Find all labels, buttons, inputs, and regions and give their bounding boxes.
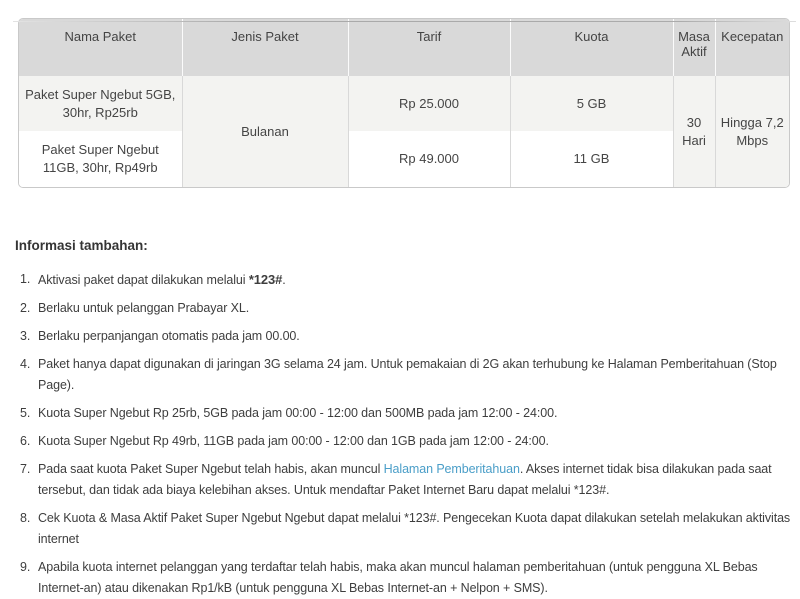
bold-text: *123# — [248, 272, 283, 287]
package-table — [19, 19, 789, 187]
halaman-pemberitahuan-link[interactable]: Halaman Pemberitahuan — [383, 462, 520, 476]
info-list-item — [20, 269, 795, 291]
cell-kuota-2: 11 GB — [510, 131, 673, 187]
cell-jenis-paket: Bulanan — [182, 76, 348, 187]
info-item-number: 3. — [20, 329, 31, 343]
table-row — [19, 76, 789, 131]
info-item-number: 4. — [20, 357, 31, 371]
info-item-number: 7. — [20, 462, 31, 476]
info-list-item — [20, 298, 795, 319]
info-item-text: Apabila kuota internet pelanggan yang terdaftar telah habis, maka akan muncul halaman pemberitahuan (untuk pengguna XL Bebas Internet-an) atau dikenakan Rp1/kB (untuk pengguna XL Bebas Internet-an + Nelpon + SMS). — [38, 560, 758, 595]
info-item-text: Aktivasi paket dapat dilakukan melalui — [38, 273, 249, 287]
cell-nama-paket-1: Paket Super Ngebut 5GB, 30hr, Rp25rb — [19, 76, 182, 131]
info-item-number: 9. — [20, 560, 31, 574]
cell-masa-aktif: 30 Hari — [673, 76, 715, 187]
info-list-item — [20, 557, 795, 599]
info-list-item — [20, 354, 795, 396]
package-table-container — [18, 18, 790, 188]
col-header-nama-paket: Nama Paket — [19, 19, 182, 76]
cell-kecepatan: Hingga 7,2 Mbps — [715, 76, 789, 187]
cell-nama-paket-2: Paket Super Ngebut 11GB, 30hr, Rp49rb — [19, 131, 182, 187]
col-header-tarif: Tarif — [348, 19, 510, 76]
cell-tarif-1: Rp 25.000 — [348, 76, 510, 131]
info-item-number: 8. — [20, 511, 31, 525]
info-item-text: Berlaku perpanjangan otomatis pada jam 00.00. — [38, 329, 300, 343]
col-header-jenis-paket: Jenis Paket — [182, 19, 348, 76]
col-header-kecepatan: Kecepatan — [715, 19, 789, 76]
info-list-item — [20, 459, 795, 501]
info-list-item — [20, 431, 795, 452]
table-header-row — [19, 19, 789, 76]
top-divider — [13, 21, 796, 22]
info-item-text: Kuota Super Ngebut Rp 49rb, 11GB pada jam 00:00 - 12:00 dan 1GB pada jam 12:00 - 24:00. — [38, 434, 549, 448]
info-heading: Informasi tambahan: — [15, 238, 148, 253]
info-item-text: Berlaku untuk pelanggan Prabayar XL. — [38, 301, 250, 315]
info-item-text: . — [282, 273, 286, 287]
additional-info-section — [15, 238, 795, 599]
info-list-item — [20, 403, 795, 424]
info-item-text: Cek Kuota & Masa Aktif Paket Super Ngebut Ngebut dapat melalui *123#. Pengecekan Kuota dapat dilakukan setelah melakukan aktivitas internet — [38, 511, 791, 546]
info-item-text: Pada saat kuota Paket Super Ngebut telah habis, akan muncul — [38, 462, 384, 476]
info-item-text: . Akses internet tidak bisa dilakukan pada saat tersebut, dan tidak ada biaya kelebihan akses. Untuk mendaftar Paket Internet Baru dapat melalui *123#. — [38, 462, 772, 497]
info-list-item — [20, 326, 795, 347]
info-item-text: Kuota Super Ngebut Rp 25rb, 5GB pada jam 00:00 - 12:00 dan 500MB pada jam 12:00 - 24:00. — [38, 406, 558, 420]
cell-kuota-1: 5 GB — [510, 76, 673, 131]
cell-tarif-2: Rp 49.000 — [348, 131, 510, 187]
col-header-masa-aktif: Masa Aktif — [673, 19, 715, 76]
info-list — [20, 269, 795, 599]
info-item-number: 2. — [20, 301, 31, 315]
info-item-number: 5. — [20, 406, 31, 420]
col-header-kuota: Kuota — [510, 19, 673, 76]
info-list-item — [20, 508, 795, 550]
info-item-text: Paket hanya dapat digunakan di jaringan 3G selama 24 jam. Untuk pemakaian di 2G akan terhubung ke Halaman Pemberitahuan (Stop Page). — [38, 357, 777, 392]
info-item-number: 1. — [20, 272, 31, 286]
info-item-number: 6. — [20, 434, 31, 448]
